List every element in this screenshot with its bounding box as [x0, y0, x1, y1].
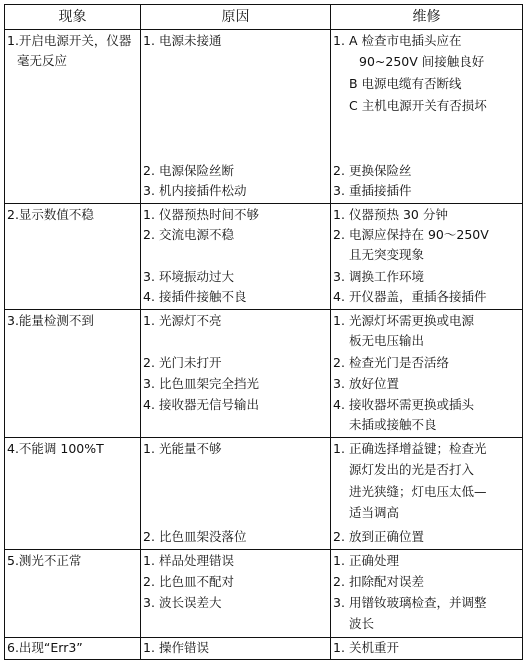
cause-cell	[141, 550, 331, 638]
cause-item: 1. 电源未接通	[143, 33, 222, 48]
cause-item: 2. 比色皿架没落位	[143, 529, 247, 544]
repair-item-cont: B 电源电缆有否断线	[349, 76, 462, 91]
repair-item-cont: 适当调高	[349, 505, 400, 520]
repair-item: 1. 正确选择增益键；检查光	[333, 441, 487, 456]
cause-item: 4. 接插件接触不良	[143, 289, 247, 304]
symptom-cell	[5, 310, 141, 438]
repair-item-cont: 源灯发出的光是否打入	[349, 462, 475, 477]
repair-item-cont: 波长	[349, 616, 375, 631]
header-repair: 维修	[331, 5, 523, 30]
repair-item-cont: C 主机电源开关有否损坏	[349, 98, 487, 113]
cause-cell	[141, 310, 331, 438]
cause-item: 1. 样品处理错误	[143, 553, 235, 568]
repair-item: 1. 关机重开	[333, 640, 400, 655]
repair-cell	[331, 638, 523, 660]
repair-item: 3. 放好位置	[333, 376, 400, 391]
symptom-text: 1.开启电源开关，仪器	[7, 33, 132, 48]
symptom-text: 3.能量检测不到	[7, 313, 94, 328]
table-row	[5, 638, 523, 660]
cause-item: 3. 比色皿架完全挡光	[143, 376, 260, 391]
repair-item: 2. 电源应保持在 90～250V	[333, 227, 489, 242]
header-row	[5, 5, 523, 30]
symptom-cell	[5, 638, 141, 660]
cause-item: 1. 光源灯不亮	[143, 313, 222, 328]
symptom-text: 2.显示数值不稳	[7, 207, 94, 222]
table-row	[5, 550, 523, 638]
repair-cell	[331, 204, 523, 310]
cause-item: 1. 操作错误	[143, 640, 210, 655]
cause-cell	[141, 204, 331, 310]
cause-item: 4. 接收器无信号输出	[143, 397, 260, 412]
repair-item-cont: 90~250V 间接触良好	[359, 54, 485, 69]
repair-item: 4. 接收器坏需更换或插头	[333, 397, 475, 412]
table-row	[5, 204, 523, 310]
symptom-text: 毫无反应	[17, 53, 68, 68]
repair-item: 2. 检查光门是否活络	[333, 355, 450, 370]
symptom-text: 5.测光不正常	[7, 553, 82, 568]
header-cause: 原因	[141, 5, 331, 30]
cause-item: 3. 波长误差大	[143, 595, 222, 610]
table-row	[5, 30, 523, 204]
symptom-cell	[5, 30, 141, 204]
cause-item: 2. 光门未打开	[143, 355, 222, 370]
repair-item-cont: 且无突变现象	[349, 247, 425, 262]
cause-cell	[141, 638, 331, 660]
repair-item: 2. 扣除配对误差	[333, 574, 425, 589]
repair-item-cont: 未插或接触不良	[349, 417, 437, 432]
cause-item: 3. 机内接插件松动	[143, 183, 247, 198]
repair-cell	[331, 438, 523, 550]
symptom-cell	[5, 550, 141, 638]
cause-cell	[141, 438, 331, 550]
symptom-text: 4.不能调 100%T	[7, 441, 104, 456]
repair-cell	[331, 310, 523, 438]
cause-item: 2. 电源保险丝断	[143, 163, 235, 178]
cause-item: 2. 比色皿不配对	[143, 574, 235, 589]
cause-cell	[141, 30, 331, 204]
symptom-cell	[5, 438, 141, 550]
repair-cell	[331, 30, 523, 204]
header-symptom: 现象	[5, 5, 141, 30]
repair-item: 1. 正确处理	[333, 553, 400, 568]
symptom-text: 6.出现“Err3”	[7, 640, 83, 655]
table-row	[5, 310, 523, 438]
repair-item: 1. 光源灯坏需更换或电源	[333, 313, 475, 328]
cause-item: 1. 光能量不够	[143, 441, 222, 456]
table-row	[5, 438, 523, 550]
repair-item: 3. 调换工作环境	[333, 269, 425, 284]
repair-item: 3. 重插接插件	[333, 183, 412, 198]
repair-item-cont: 板无电压输出	[349, 333, 425, 348]
repair-item: 1. A 检查市电插头应在	[333, 33, 462, 48]
cause-item: 2. 交流电源不稳	[143, 227, 235, 242]
repair-cell	[331, 550, 523, 638]
symptom-cell	[5, 204, 141, 310]
repair-item: 2. 更换保险丝	[333, 163, 412, 178]
repair-item: 3. 用镨钕玻璃检查，并调整	[333, 595, 487, 610]
repair-item: 1. 仪器预热 30 分钟	[333, 207, 448, 222]
troubleshooting-table	[4, 4, 523, 660]
repair-item: 4. 开仪器盖，重插各接插件	[333, 289, 487, 304]
cause-item: 3. 环境振动过大	[143, 269, 235, 284]
cause-item: 1. 仪器预热时间不够	[143, 207, 260, 222]
repair-item: 2. 放到正确位置	[333, 529, 425, 544]
repair-item-cont: 进光狭缝；灯电压太低—	[349, 484, 487, 499]
